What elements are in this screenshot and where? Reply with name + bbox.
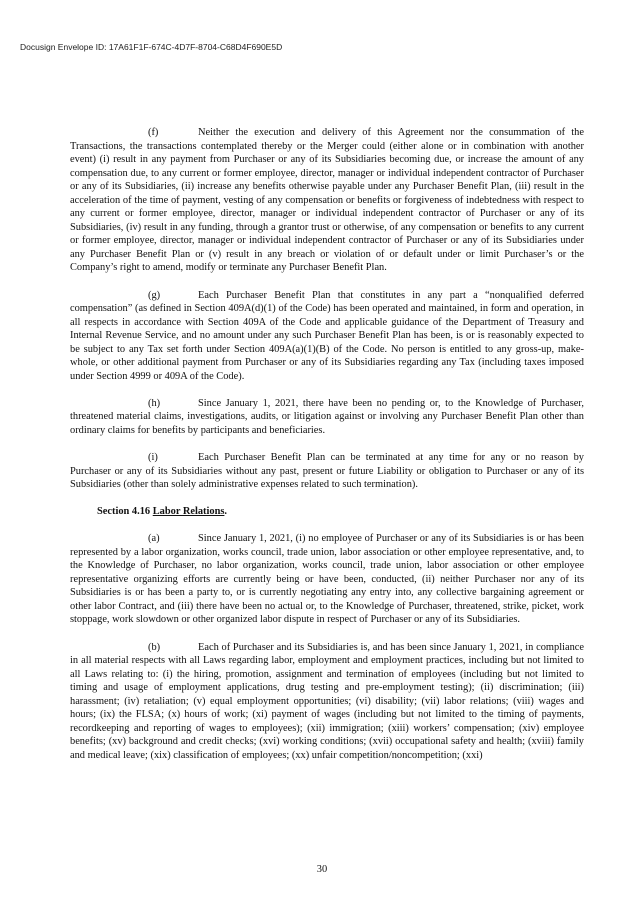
paragraph-label: (b) <box>148 641 161 653</box>
page-number: 30 <box>316 864 328 875</box>
paragraph-label: (i) <box>148 451 158 463</box>
section-title: Labor Relations <box>152 506 225 518</box>
docusign-envelope-id: Docusign Envelope ID: 17A61F1F-674C-4D7F-8704-C68D4F690E5D <box>20 42 283 52</box>
paragraph-text: Since January 1, 2021, (i) no employee of Purchaser or any of its Subsidiaries is or has been represented by a labor organization, works council, trade union, labor association or other employee representative, and, to the Knowledge of Purchaser, no labor organization, works council, trade union, labor association or other employee representative organizing efforts are currently being or have been, conducted, (ii) neither Purchaser nor any of its Subsidiaries is or has been a party to, or is currently negotiating any entry into, any collective bargaining agreement or other labor Contract, and (iii) there have been no actual or, to the Knowledge of Purchaser, threatened, strike, picket, work stoppage, work slowdown or other organized labor dispute in respect of Purchaser or any of its Subsidiaries. <box>70 533 584 626</box>
paragraph-label: (g) <box>148 289 161 301</box>
paragraph-text: Each Purchaser Benefit Plan that constitutes in any part a “nonqualified deferred compensation” (as defined in Section 409A(d)(1) of the Code) has been operated and maintained, in form and operation, in all respects in accordance with Section 409A of the Code and applicable guidance of the Department of Treasury and Internal Revenue Service, and no amount under any such Purchaser Benefit Plan has been, is or is reasonably expected to be subject to any Tax set forth under Section 409A(a)(1)(B) of the Code. No person is entitled to any gross-up, make-whole, or other additional payment from Purchaser or any of its Subsidiaries regarding any Tax (including taxes imposed under Section 4999 or 409A of the Code). <box>70 289 584 382</box>
paragraph-label: (a) <box>148 533 160 545</box>
paragraph-text: Each Purchaser Benefit Plan can be terminated at any time for any or no reason by Purchaser or any of its Subsidiaries without any past, present or future Liability or obligation to Purchaser or any of its Subsidiaries (other than solely administrative expenses related to such termination). <box>70 451 584 491</box>
section-number: Section 4.16 <box>97 506 151 518</box>
document-body <box>70 126 584 776</box>
paragraph-label: (h) <box>148 397 161 409</box>
section-heading-period: . <box>224 506 228 518</box>
section-heading <box>97 505 584 519</box>
paragraph-g <box>70 289 584 384</box>
paragraph-i <box>70 451 584 492</box>
paragraph-text: Each of Purchaser and its Subsidiaries is, and has been since January 1, 2021, in compliance in all material respects with all Laws regarding labor, employment and employment practices, including but not limited to all Laws relating to: (i) the hiring, promotion, assignment and termination of employees (including but not limited to timing and usage of employment applications, drug testing and pre-employment testing); (ii) discrimination; (iii) harassment; (iv) retaliation; (v) equal employment opportunities; (vi) disability; (vii) labor relations; (viii) wages and hours; (ix) the FLSA; (x) hours of work; (xi) payment of wages (including but not limited to the timing of payments, recordkeeping and reporting of wages to employees); (xii) immigration; (xiii) workers’ compensation; (xiv) employee benefits; (xv) background and credit checks; (xvi) working conditions; (xvii) occupational safety and health; (xviii) family and medical leave; (xix) classification of employees; (xx) unfair competition/noncompetition; (xxi) <box>70 641 584 761</box>
paragraph-text: Since January 1, 2021, there have been no pending or, to the Knowledge of Purchaser, threatened material claims, investigations, audits, or litigation against or involving any Purchaser Benefit Plan other than ordinary claims for benefits by participants and beneficiaries. <box>70 397 584 436</box>
paragraph-text: Neither the execution and delivery of this Agreement nor the consummation of the Transactions, the transactions contemplated thereby or the Merger could (either alone or in combination with another event) (i) result in any payment from Purchaser or any of its Subsidiaries becoming due, or increase the amount of any compensation due, to any current or former employee, director, manager or individual independent contractor of Purchaser or any of its Subsidiaries, (ii) increase any benefits otherwise payable under any Purchaser Benefit Plan, (iii) result in the acceleration of the time of payment, vesting of any compensation or benefits or forgiveness of indebtedness with respect to any current or former employee, director, manager or individual independent contractor of Purchaser or any of its Subsidiaries, (iv) result in any funding, through a grantor trust or otherwise, of any compensation or benefits to any current or former employee, director, manager or individual independent contractor of Purchaser or any of its Subsidiaries under any Purchaser Benefit Plan or (v) result in any breach or violation of or default under or limit Purchaser’s or the Company’s right to amend, modify or terminate any Purchaser Benefit Plan. <box>70 127 584 274</box>
section-paragraph-b <box>70 641 584 763</box>
paragraph-h <box>70 397 584 438</box>
paragraph-label: (f) <box>148 127 159 138</box>
paragraph-f <box>70 126 584 275</box>
section-paragraph-a <box>70 532 584 627</box>
